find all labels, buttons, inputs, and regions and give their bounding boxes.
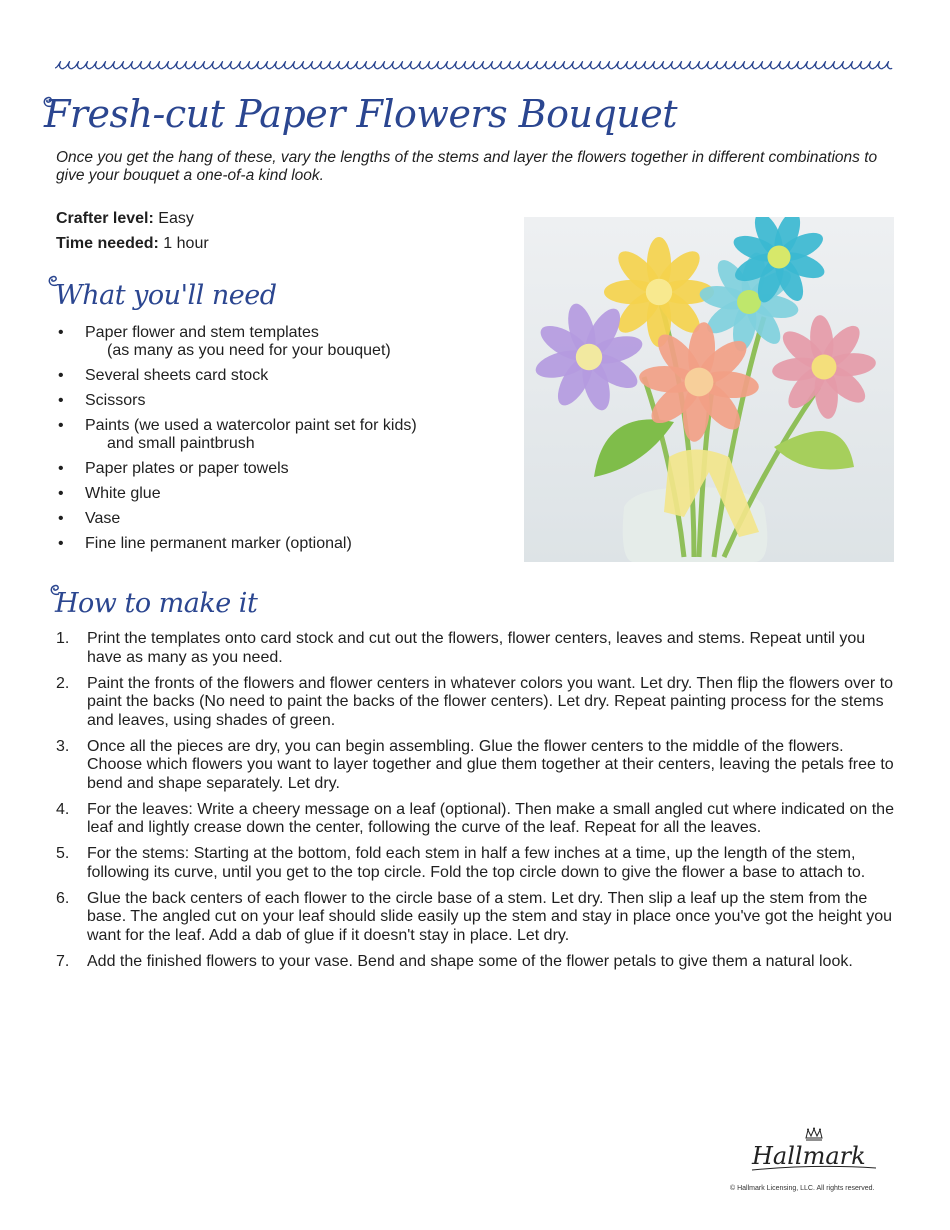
list-item: • Scissors	[56, 392, 506, 410]
crafter-level-value: Easy	[158, 210, 194, 227]
crafter-level-label: Crafter level:	[56, 210, 154, 227]
list-item: 1. Print the templates onto card stock and cut out the flowers, flower centers, leaves and stems. Repeat until you have as many as you need.	[56, 630, 866, 666]
list-item: 3. Once all the pieces are dry, you can begin assembling. Glue the flower centers to the middle of the flowers. Choose which flowers you want to layer together and glue them together at their centers, leaving the petals free to bend and shape separately. Let dry.	[56, 737, 894, 792]
list-item: 2. Paint the fronts of the flowers and flower centers in whatever colors you want. Let dry. Then flip the flowers over to paint the backs (No need to paint the backs of the flower centers). Let dry. Repeat painting process for the stems and leaves, using shades of green.	[56, 674, 894, 729]
hallmark-wordmark: Hallmark	[752, 1142, 866, 1170]
intro-text: Once you get the hang of these, vary the lengths of the stems and layer the flowers together in different combinations to give your bouquet a one-of-a kind look.	[56, 149, 878, 184]
list-item: • Fine line permanent marker (optional)	[56, 535, 506, 553]
time-needed-value: 1 hour	[163, 235, 209, 252]
needs-heading: What you'll need	[55, 280, 277, 311]
copyright-notice: © Hallmark Licensing, LLC. All rights reserved.	[730, 1185, 875, 1192]
list-item: 6. Glue the back centers of each flower to the circle base of a stem. Let dry. Then slip a leaf up the stem from the base. The angled cut on your leaf should slide easily up the stem and stay in place once you've got the height you want for the leaf. Add a dab of glue if it doesn't stay in place. Let dry.	[56, 889, 893, 944]
time-needed	[56, 235, 209, 253]
list-item: 5. For the stems: Starting at the bottom, fold each stem in half a few inches at a time, up the length of the stem, following its curve, until you get to the top circle. Fold the top circle down to give the flower a base to attach to.	[56, 845, 866, 881]
hallmark-logo	[746, 1126, 886, 1176]
list-item: 7. Add the finished flowers to your vase. Bend and shape some of the flower petals to give them a natural look.	[56, 952, 853, 970]
supplies-list	[56, 324, 506, 560]
steps-heading: How to make it	[55, 588, 258, 619]
list-item: 4. For the leaves: Write a cheery message on a leaf (optional). Then make a small angled cut where indicated on the leaf and lightly crease down the center, following the curve of the leaf. Repeat for all the leaves.	[56, 800, 894, 836]
list-item: • Paints (we used a watercolor paint set for kids) and small paintbrush	[56, 417, 506, 453]
list-item: • Paper plates or paper towels	[56, 460, 506, 478]
time-needed-label: Time needed:	[56, 235, 159, 252]
list-item: • White glue	[56, 485, 506, 503]
instructions-list	[56, 630, 898, 979]
page-title: Fresh-cut Paper Flowers Bouquet	[44, 92, 678, 136]
bouquet-photo	[524, 217, 894, 562]
list-item: • Paper flower and stem templates (as many as you need for your bouquet)	[56, 324, 506, 360]
decorative-loop-border	[55, 56, 895, 76]
list-item: • Several sheets card stock	[56, 367, 506, 385]
list-item: • Vase	[56, 510, 506, 528]
crafter-level	[56, 210, 194, 228]
